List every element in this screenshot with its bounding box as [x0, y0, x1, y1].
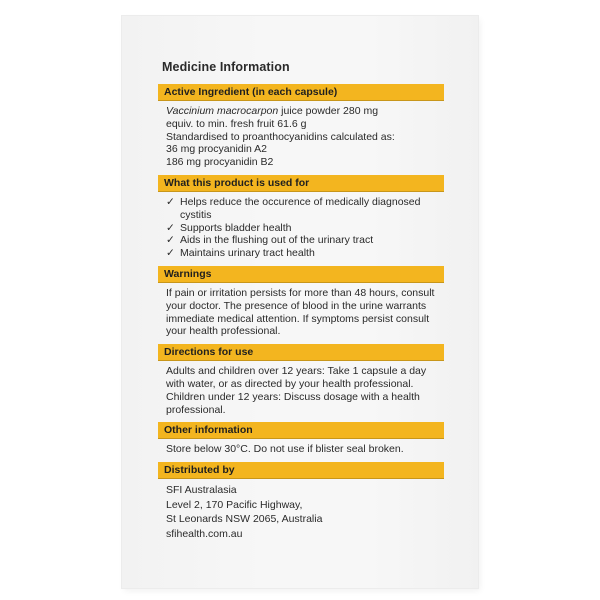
list-item	[166, 196, 438, 222]
uses-heading: What this product is used for	[158, 175, 444, 192]
other-information-body	[158, 439, 444, 462]
distributor-name: SFI Australasia	[166, 484, 237, 497]
distributed-by-section	[158, 462, 444, 547]
directions-body	[158, 361, 444, 422]
distributor-website: sfihealth.com.au	[166, 527, 243, 540]
warnings-section	[158, 266, 444, 344]
directions-line: professional.	[166, 403, 226, 416]
list-item-text: Maintains urinary tract health	[180, 247, 315, 260]
check-icon: ✓	[166, 234, 175, 247]
medicine-information-panel	[158, 60, 444, 547]
active-ingredient-heading: Active Ingredient (in each capsule)	[158, 84, 444, 101]
list-item-text: Helps reduce the occurence of medically diagnosed cystitis	[180, 195, 421, 221]
ingredient-equivalent: equiv. to min. fresh fruit 61.6 g	[166, 117, 307, 130]
distributed-by-body	[158, 479, 444, 547]
uses-list	[158, 192, 444, 266]
warnings-line: If pain or irritation persists for more than 48 hours, consult	[166, 286, 435, 299]
directions-line: with water, or as directed by your health professional.	[166, 377, 414, 390]
ingredient-name: Vaccinium macrocarpon	[166, 105, 279, 117]
directions-heading: Directions for use	[158, 344, 444, 361]
other-information-section	[158, 422, 444, 462]
list-item	[166, 234, 438, 247]
warnings-line: your health professional.	[166, 325, 281, 338]
ingredient-a2: 36 mg procyanidin A2	[166, 143, 267, 156]
ingredient-b2: 186 mg procyanidin B2	[166, 156, 274, 169]
warnings-body	[158, 283, 444, 344]
list-item-text: Aids in the flushing out of the urinary tract	[180, 234, 374, 247]
warnings-heading: Warnings	[158, 266, 444, 283]
directions-section	[158, 344, 444, 422]
distributed-by-heading: Distributed by	[158, 462, 444, 479]
page-title: Medicine Information	[162, 60, 290, 74]
ingredient-standardised: Standardised to proanthocyanidins calculated as:	[166, 130, 395, 143]
directions-line: Adults and children over 12 years: Take 1 capsule a day	[166, 365, 427, 378]
active-ingredient-section	[158, 84, 444, 175]
ingredient-line	[166, 105, 438, 118]
list-item	[166, 247, 438, 260]
directions-line: Children under 12 years: Discuss dosage with a health	[166, 390, 420, 403]
list-item	[166, 222, 438, 235]
check-icon: ✓	[166, 195, 175, 208]
storage-text: Store below 30°C. Do not use if blister seal broken.	[166, 443, 404, 456]
warnings-line: your doctor. The presence of blood in the urine warrants	[166, 299, 427, 312]
distributor-address-line2: St Leonards NSW 2065, Australia	[166, 513, 323, 526]
ingredient-amount: juice powder 280 mg	[278, 105, 379, 117]
check-icon: ✓	[166, 221, 175, 234]
distributor-address-line1: Level 2, 170 Pacific Highway,	[166, 498, 303, 511]
uses-section	[158, 175, 444, 266]
check-icon: ✓	[166, 247, 175, 260]
active-ingredient-body	[158, 101, 444, 175]
list-item-text: Supports bladder health	[180, 221, 292, 234]
other-information-heading: Other information	[158, 422, 444, 439]
warnings-line: immediate medical attention. If symptoms persist consult	[166, 312, 430, 325]
